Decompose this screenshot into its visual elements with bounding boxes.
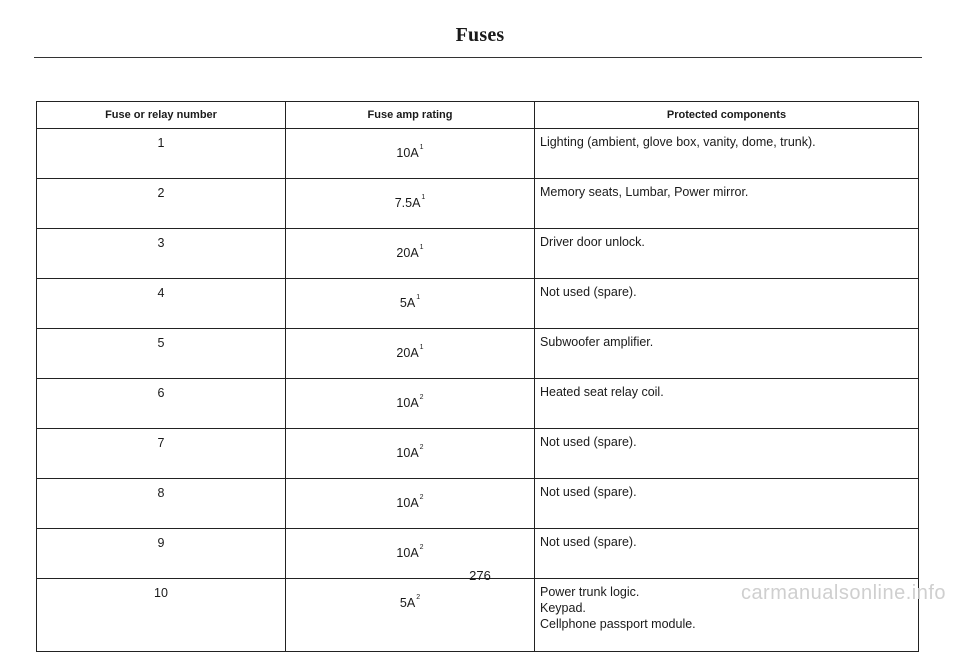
protected-components-cell (535, 329, 919, 379)
table-row (37, 179, 919, 229)
fuse-number-cell: 7 (37, 429, 286, 479)
footnote-marker: 2 (419, 544, 424, 551)
table-row (37, 279, 919, 329)
amp-rating-value: 10A (396, 446, 419, 460)
table-row (37, 479, 919, 529)
protected-components-cell (535, 379, 919, 429)
amp-rating-value: 5A (399, 596, 416, 610)
component-line: Not used (spare). (540, 535, 637, 549)
page-title: Fuses (455, 24, 505, 46)
footnote-marker: 2 (419, 394, 424, 401)
component-line: Memory seats, Lumbar, Power mirror. (540, 185, 749, 199)
component-line: Lighting (ambient, glove box, vanity, dome, trunk). (540, 135, 816, 149)
amp-rating-value: 10A (396, 496, 419, 510)
fuse-number-cell: 5 (37, 329, 286, 379)
footnote-marker: 2 (416, 594, 421, 601)
protected-components-cell (535, 179, 919, 229)
amp-rating-value: 10A (396, 396, 419, 410)
fuse-number-cell: 2 (37, 179, 286, 229)
amp-rating-value: 20A (396, 246, 419, 260)
fuse-number-cell: 6 (37, 379, 286, 429)
column-header-amp-rating: Fuse amp rating (286, 102, 535, 129)
protected-components-cell (535, 129, 919, 179)
amp-rating-value: 10A (396, 146, 419, 160)
component-line: Driver door unlock. (540, 235, 645, 249)
watermark: carmanualsonline.info (740, 582, 946, 604)
protected-components-cell (535, 229, 919, 279)
amp-rating-value: 7.5A (394, 196, 421, 210)
fuse-number-cell: 8 (37, 479, 286, 529)
component-line: Not used (spare). (540, 285, 637, 299)
footnote-marker: 1 (419, 244, 424, 251)
footnote-marker: 1 (419, 144, 424, 151)
fuse-number-cell: 9 (37, 529, 286, 579)
footnote-marker: 1 (419, 344, 424, 351)
amp-rating-cell (286, 429, 535, 479)
amp-rating-value: 10A (396, 546, 419, 560)
protected-components-cell (535, 429, 919, 479)
amp-rating-cell (286, 579, 535, 652)
column-header-protected-components: Protected components (535, 102, 919, 129)
amp-rating-cell (286, 379, 535, 429)
fuse-number-cell: 10 (37, 579, 286, 652)
footnote-marker: 1 (421, 194, 426, 201)
fuse-number-cell: 4 (37, 279, 286, 329)
amp-rating-cell (286, 279, 535, 329)
table-row (37, 229, 919, 279)
header-divider (34, 57, 922, 58)
component-line: Heated seat relay coil. (540, 385, 664, 399)
fuse-number-cell: 3 (37, 229, 286, 279)
component-line: Keypad. (540, 601, 586, 615)
table-row (37, 129, 919, 179)
table-header-row (37, 102, 919, 129)
amp-rating-value: 5A (399, 296, 416, 310)
amp-rating-cell (286, 329, 535, 379)
component-line: Subwoofer amplifier. (540, 335, 654, 349)
protected-components-cell (535, 479, 919, 529)
component-line: Not used (spare). (540, 435, 637, 449)
protected-components-cell (535, 279, 919, 329)
footnote-marker: 1 (416, 294, 421, 301)
amp-rating-cell (286, 479, 535, 529)
table-row (37, 429, 919, 479)
table-row (37, 379, 919, 429)
amp-rating-cell (286, 129, 535, 179)
component-line: Not used (spare). (540, 485, 637, 499)
footnote-marker: 2 (419, 494, 424, 501)
amp-rating-cell (286, 179, 535, 229)
component-line: Cellphone passport module. (540, 617, 696, 631)
component-line: Power trunk logic. (540, 585, 640, 599)
footnote-marker: 2 (419, 444, 424, 451)
column-header-fuse-number: Fuse or relay number (37, 102, 286, 129)
amp-rating-cell (286, 229, 535, 279)
amp-rating-value: 20A (396, 346, 419, 360)
page-number: 276 (469, 568, 491, 583)
table-row (37, 329, 919, 379)
fuse-number-cell: 1 (37, 129, 286, 179)
